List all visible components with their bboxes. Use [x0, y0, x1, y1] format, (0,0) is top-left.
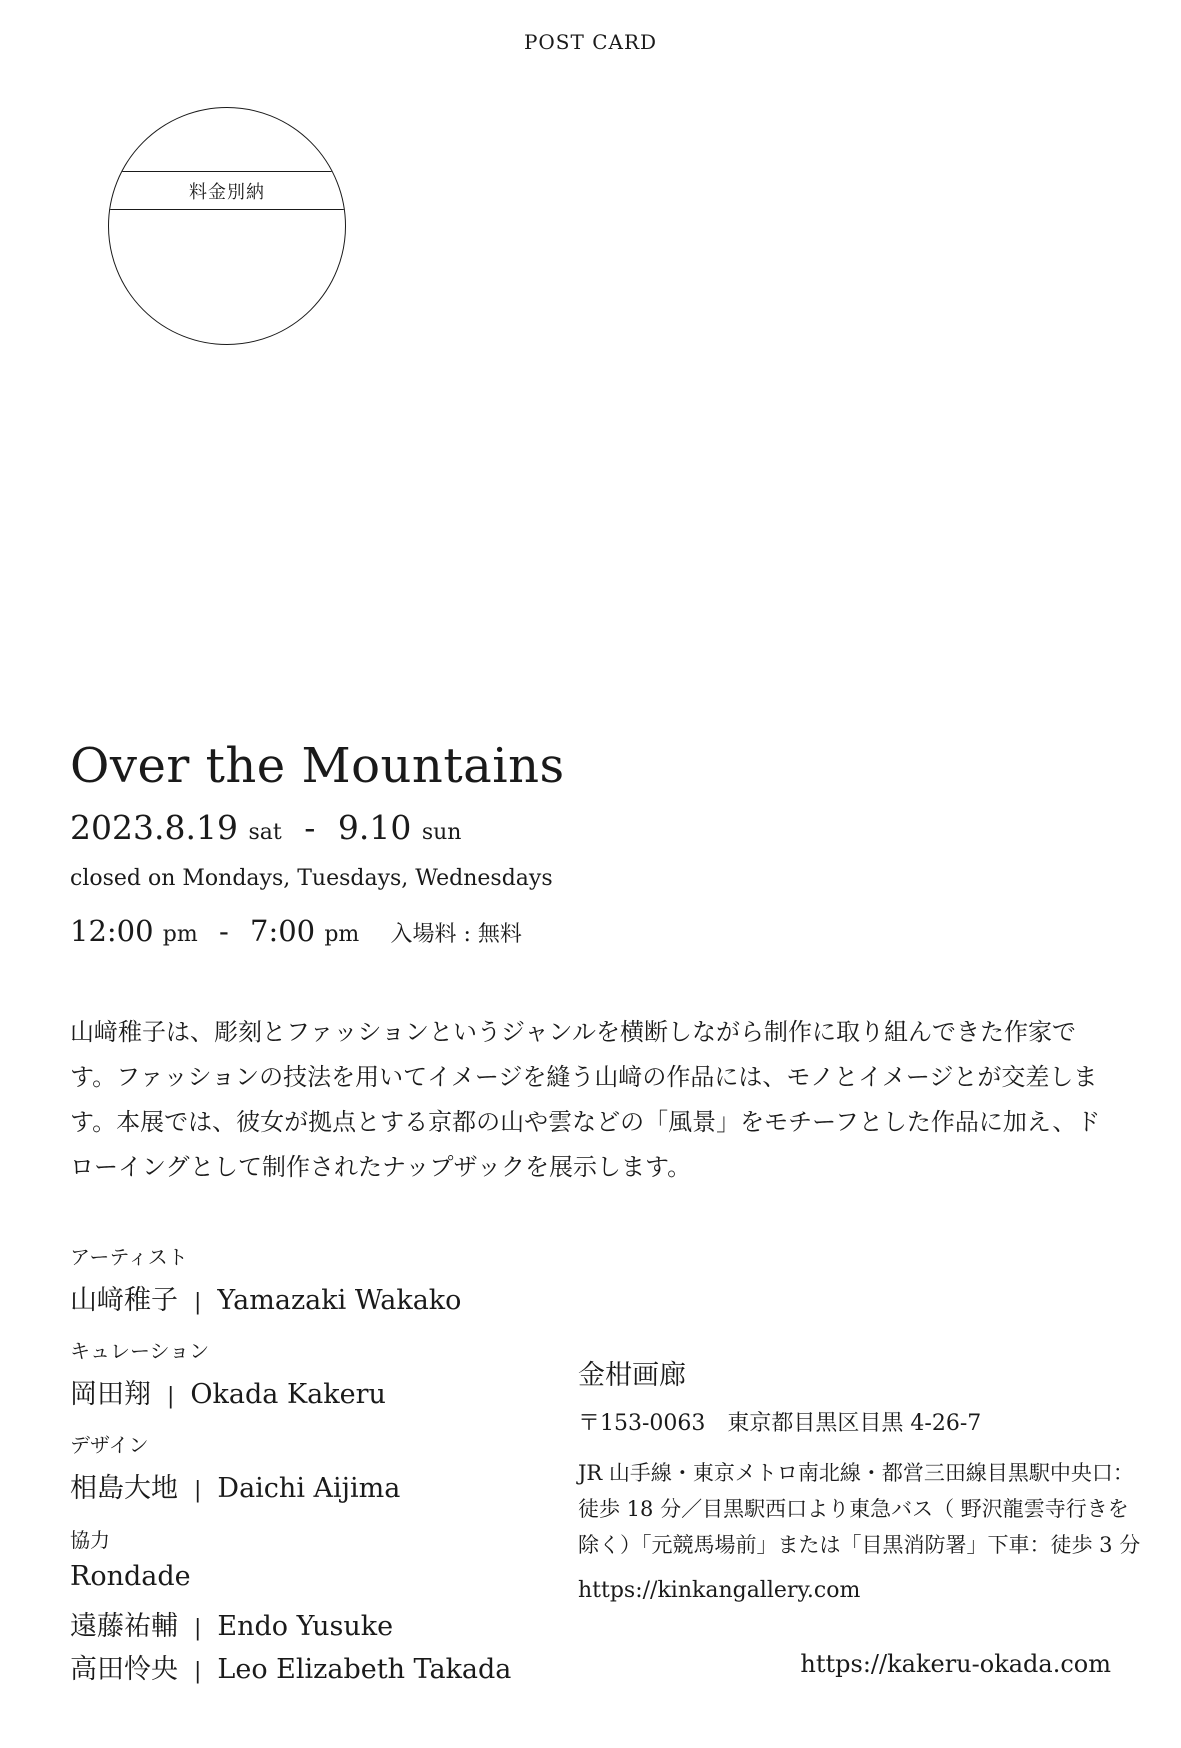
closed-days: closed on Mondays, Tuesdays, Wednesdays [70, 866, 553, 891]
cooperation-credit [70, 1604, 393, 1643]
exhibition-description [70, 1010, 1120, 1190]
cooperator-name-en: Leo Elizabeth Takada [217, 1654, 512, 1685]
open-suffix: pm [162, 922, 198, 947]
close-suffix: pm [324, 922, 360, 947]
design-credit [70, 1466, 400, 1505]
start-date: 2023.8.19 [70, 808, 238, 847]
time-separator: - [218, 914, 229, 948]
opening-hours [70, 914, 522, 948]
admission-fee: 入場料 : 無料 [390, 922, 522, 947]
access-line: 除く）「元競馬場前」または「目黒消防署」下車：徒歩 3 分 [578, 1533, 1141, 1557]
cooperation-role: 協力 [70, 1528, 110, 1552]
exhibition-dates [70, 808, 461, 847]
cooperation-org: Rondade [70, 1561, 191, 1592]
exhibition-title: Over the Mountains [70, 738, 565, 794]
curation-role: キュレーション [70, 1339, 210, 1363]
end-date: 9.10 [337, 808, 412, 847]
cooperation-credit [70, 1647, 511, 1686]
open-time: 12:00 [70, 914, 154, 948]
access-line: 徒歩 18 分／目黒駅西口より東急バス（ 野沢龍雲寺行きを [578, 1497, 1129, 1521]
cooperator-name-ja: 高田怜央 [70, 1654, 178, 1685]
credit-divider: | [167, 1384, 175, 1409]
cooperator-name-en: Endo Yusuke [217, 1611, 394, 1642]
description-line: 山﨑稚子は、彫刻とファッションというジャンルを横断しながら制作に取り組んできた作家で [70, 1018, 1076, 1046]
close-time: 7:00 [250, 914, 316, 948]
gallery-name: 金柑画廊 [578, 1360, 686, 1391]
gallery-address: 〒153-0063 東京都目黒区目黒 4-26-7 [578, 1411, 982, 1436]
gallery-url-link[interactable]: https://kinkangallery.com [578, 1578, 861, 1603]
curator-url-link[interactable]: https://kakeru-okada.com [800, 1650, 1111, 1678]
access-line: JR 山手線・東京メトロ南北線・都営三田線目黒駅中央口： [578, 1461, 1134, 1485]
postcard-header: POST CARD [523, 30, 658, 54]
artist-name-ja: 山﨑稚子 [70, 1285, 178, 1316]
credit-divider: | [194, 1478, 202, 1503]
curator-name-ja: 岡田翔 [70, 1379, 151, 1410]
description-line: す。ファッションの技法を用いてイメージを縫う山﨑の作品には、モノとイメージとが交差しま [70, 1063, 1098, 1091]
date-separator: - [304, 808, 316, 847]
design-role: デザイン [70, 1433, 149, 1457]
description-line: す。本展では、彼女が拠点とする京都の山や雲などの「風景」をモチーフとした作品に加え、ド [70, 1108, 1101, 1136]
credit-divider: | [194, 1659, 202, 1684]
cooperator-name-ja: 遠藤祐輔 [70, 1611, 178, 1642]
postage-paid-stamp [108, 107, 346, 345]
curator-name-en: Okada Kakeru [190, 1379, 386, 1410]
start-day: sat [248, 820, 282, 845]
designer-name-ja: 相島大地 [70, 1473, 178, 1504]
gallery-access [578, 1455, 1140, 1563]
postage-paid-label: 料金別納 [109, 171, 345, 210]
artist-name-en: Yamazaki Wakako [217, 1285, 462, 1316]
end-day: sun [421, 820, 462, 845]
artist-credit [70, 1278, 461, 1317]
designer-name-en: Daichi Aijima [217, 1473, 401, 1504]
artist-role: アーティスト [70, 1245, 188, 1269]
credit-divider: | [194, 1290, 202, 1315]
credit-divider: | [194, 1616, 202, 1641]
curation-credit [70, 1372, 386, 1411]
description-line: ローイングとして制作されたナップザックを展示します。 [70, 1153, 692, 1181]
